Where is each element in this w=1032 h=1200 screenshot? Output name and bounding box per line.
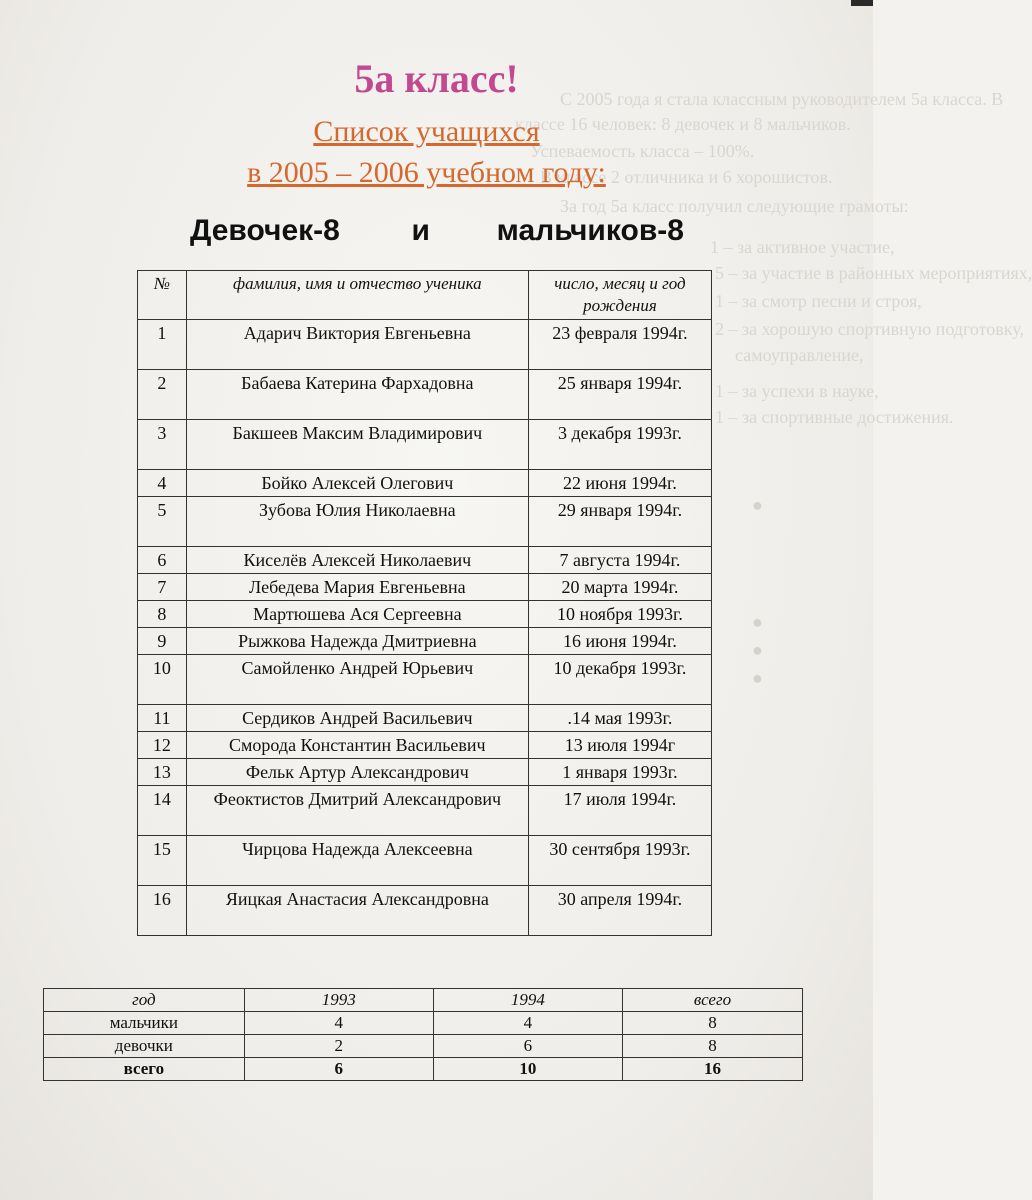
cell-birthdate: 20 марта 1994г. xyxy=(528,574,711,601)
table-row xyxy=(138,705,712,732)
table-row xyxy=(138,420,712,470)
ghost-line: 2 – за хорошую спортивную подготовку, xyxy=(715,319,1024,339)
table-row xyxy=(138,574,712,601)
table-row xyxy=(138,547,712,574)
cell-birthdate: 10 декабря 1993г. xyxy=(528,655,711,705)
ghost-bullet-icon: ● xyxy=(752,495,763,515)
cell-birthdate: 7 августа 1994г. xyxy=(528,547,711,574)
header-birthdate: число, месяц и год рождения xyxy=(528,271,711,320)
cell-student-name: Фельк Артур Александрович xyxy=(186,759,528,786)
ghost-bullet-icon: ● xyxy=(752,668,763,688)
cell-birthdate: 10 ноября 1993г. xyxy=(528,601,711,628)
cell-number: 10 xyxy=(138,655,187,705)
cell-number: 4 xyxy=(138,470,187,497)
cell-student-name: Сердиков Андрей Васильевич xyxy=(186,705,528,732)
summary-cell-1993: 6 xyxy=(244,1058,433,1081)
cell-number: 8 xyxy=(138,601,187,628)
summary-row xyxy=(44,1058,803,1081)
ghost-bullet-icon: ● xyxy=(752,612,763,632)
scan-corner-mark xyxy=(851,0,873,6)
cell-number: 2 xyxy=(138,370,187,420)
ghost-line: С 2005 года я стала классным руководителем 5а класса. В xyxy=(560,89,1004,109)
cell-birthdate: 1 января 1993г. xyxy=(528,759,711,786)
cell-number: 13 xyxy=(138,759,187,786)
table-row xyxy=(138,836,712,886)
cell-number: 5 xyxy=(138,497,187,547)
summary-cell-label: мальчики xyxy=(44,1012,245,1035)
ghost-line: 1 – за активное участие, xyxy=(710,237,895,257)
students-table xyxy=(137,270,712,936)
cell-birthdate: 25 января 1994г. xyxy=(528,370,711,420)
gender-counts xyxy=(190,213,684,249)
cell-student-name: Бойко Алексей Олегович xyxy=(186,470,528,497)
cell-birthdate: 29 января 1994г. xyxy=(528,497,711,547)
table-row xyxy=(138,497,712,547)
cell-student-name: Самойленко Андрей Юрьевич xyxy=(186,655,528,705)
ghost-line: 1 – за успехи в науке, xyxy=(715,381,879,401)
table-row xyxy=(138,370,712,420)
table-header-row xyxy=(138,271,712,320)
table-row xyxy=(138,470,712,497)
ghost-line: 1 – за смотр песни и строя, xyxy=(715,291,922,311)
cell-number: 16 xyxy=(138,886,187,936)
summary-cell-1993: 4 xyxy=(244,1012,433,1035)
cell-student-name: Лебедева Мария Евгеньевна xyxy=(186,574,528,601)
summary-header-1994: 1994 xyxy=(433,989,622,1012)
cell-number: 3 xyxy=(138,420,187,470)
summary-cell-1994: 6 xyxy=(433,1035,622,1058)
cell-student-name: Мартюшева Ася Сергеевна xyxy=(186,601,528,628)
summary-header-year: год xyxy=(44,989,245,1012)
cell-student-name: Сморода Константин Васильевич xyxy=(186,732,528,759)
summary-table xyxy=(43,988,803,1081)
ghost-line: 1 – за спортивные достижения. xyxy=(715,407,954,427)
cell-birthdate: 30 сентября 1993г. xyxy=(528,836,711,886)
page-title: 5а класс! xyxy=(354,56,519,101)
cell-birthdate: 3 декабря 1993г. xyxy=(528,420,711,470)
ghost-line: В классе 2 отличника и 6 хорошистов. xyxy=(540,167,833,187)
ghost-line: За год 5а класс получил следующие грамоты: xyxy=(560,196,909,216)
cell-number: 15 xyxy=(138,836,187,886)
cell-birthdate: .14 мая 1993г. xyxy=(528,705,711,732)
table-row xyxy=(138,732,712,759)
ghost-line: самоуправление, xyxy=(735,345,864,365)
header-name: фамилия, имя и отчество ученика xyxy=(186,271,528,320)
summary-cell-label: всего xyxy=(44,1058,245,1081)
cell-birthdate: 30 апреля 1994г. xyxy=(528,886,711,936)
table-row xyxy=(138,786,712,836)
cell-birthdate: 16 июня 1994г. xyxy=(528,628,711,655)
cell-number: 7 xyxy=(138,574,187,601)
table-row xyxy=(138,759,712,786)
cell-birthdate: 23 февраля 1994г. xyxy=(528,320,711,370)
header-number: № xyxy=(138,271,187,320)
cell-student-name: Зубова Юлия Николаевна xyxy=(186,497,528,547)
cell-student-name: Рыжкова Надежда Дмитриевна xyxy=(186,628,528,655)
cell-student-name: Бакшеев Максим Владимирович xyxy=(186,420,528,470)
cell-student-name: Адарич Виктория Евгеньевна xyxy=(186,320,528,370)
summary-header-row xyxy=(44,989,803,1012)
summary-cell-1993: 2 xyxy=(244,1035,433,1058)
summary-header-total: всего xyxy=(623,989,803,1012)
cell-birthdate: 13 июля 1994г xyxy=(528,732,711,759)
cell-number: 11 xyxy=(138,705,187,732)
summary-cell-1994: 10 xyxy=(433,1058,622,1081)
summary-row xyxy=(44,1035,803,1058)
girls-count: Девочек-8 xyxy=(190,214,340,247)
cell-student-name: Яицкая Анастасия Александровна xyxy=(186,886,528,936)
ghost-bullet-icon: ● xyxy=(752,640,763,660)
table-row xyxy=(138,628,712,655)
ghost-line: 5 – за участие в районных мероприятиях, xyxy=(715,263,1032,283)
cell-birthdate: 22 июня 1994г. xyxy=(528,470,711,497)
summary-cell-total: 16 xyxy=(623,1058,803,1081)
summary-cell-total: 8 xyxy=(623,1012,803,1035)
ghost-line: классе 16 человек: 8 девочек и 8 мальчиков. xyxy=(515,114,851,134)
summary-row xyxy=(44,1012,803,1035)
cell-student-name: Киселёв Алексей Николаевич xyxy=(186,547,528,574)
ghost-line: Успеваемость класса – 100%. xyxy=(530,141,755,161)
cell-number: 1 xyxy=(138,320,187,370)
cell-number: 12 xyxy=(138,732,187,759)
subtitle-line-2: в 2005 – 2006 учебном году: xyxy=(247,156,606,189)
summary-header-1993: 1993 xyxy=(244,989,433,1012)
table-row xyxy=(138,320,712,370)
cell-student-name: Чирцова Надежда Алексеевна xyxy=(186,836,528,886)
counts-conjunction: и xyxy=(411,214,430,247)
cell-number: 9 xyxy=(138,628,187,655)
summary-cell-total: 8 xyxy=(623,1035,803,1058)
table-row xyxy=(138,601,712,628)
subtitle-line-1: Список учащихся xyxy=(313,115,540,148)
table-row xyxy=(138,655,712,705)
summary-cell-label: девочки xyxy=(44,1035,245,1058)
cell-number: 14 xyxy=(138,786,187,836)
summary-cell-1994: 4 xyxy=(433,1012,622,1035)
cell-number: 6 xyxy=(138,547,187,574)
cell-student-name: Бабаева Катерина Фархадовна xyxy=(186,370,528,420)
table-row xyxy=(138,886,712,936)
cell-student-name: Феоктистов Дмитрий Александрович xyxy=(186,786,528,836)
cell-birthdate: 17 июля 1994г. xyxy=(528,786,711,836)
boys-count: мальчиков-8 xyxy=(496,214,684,247)
